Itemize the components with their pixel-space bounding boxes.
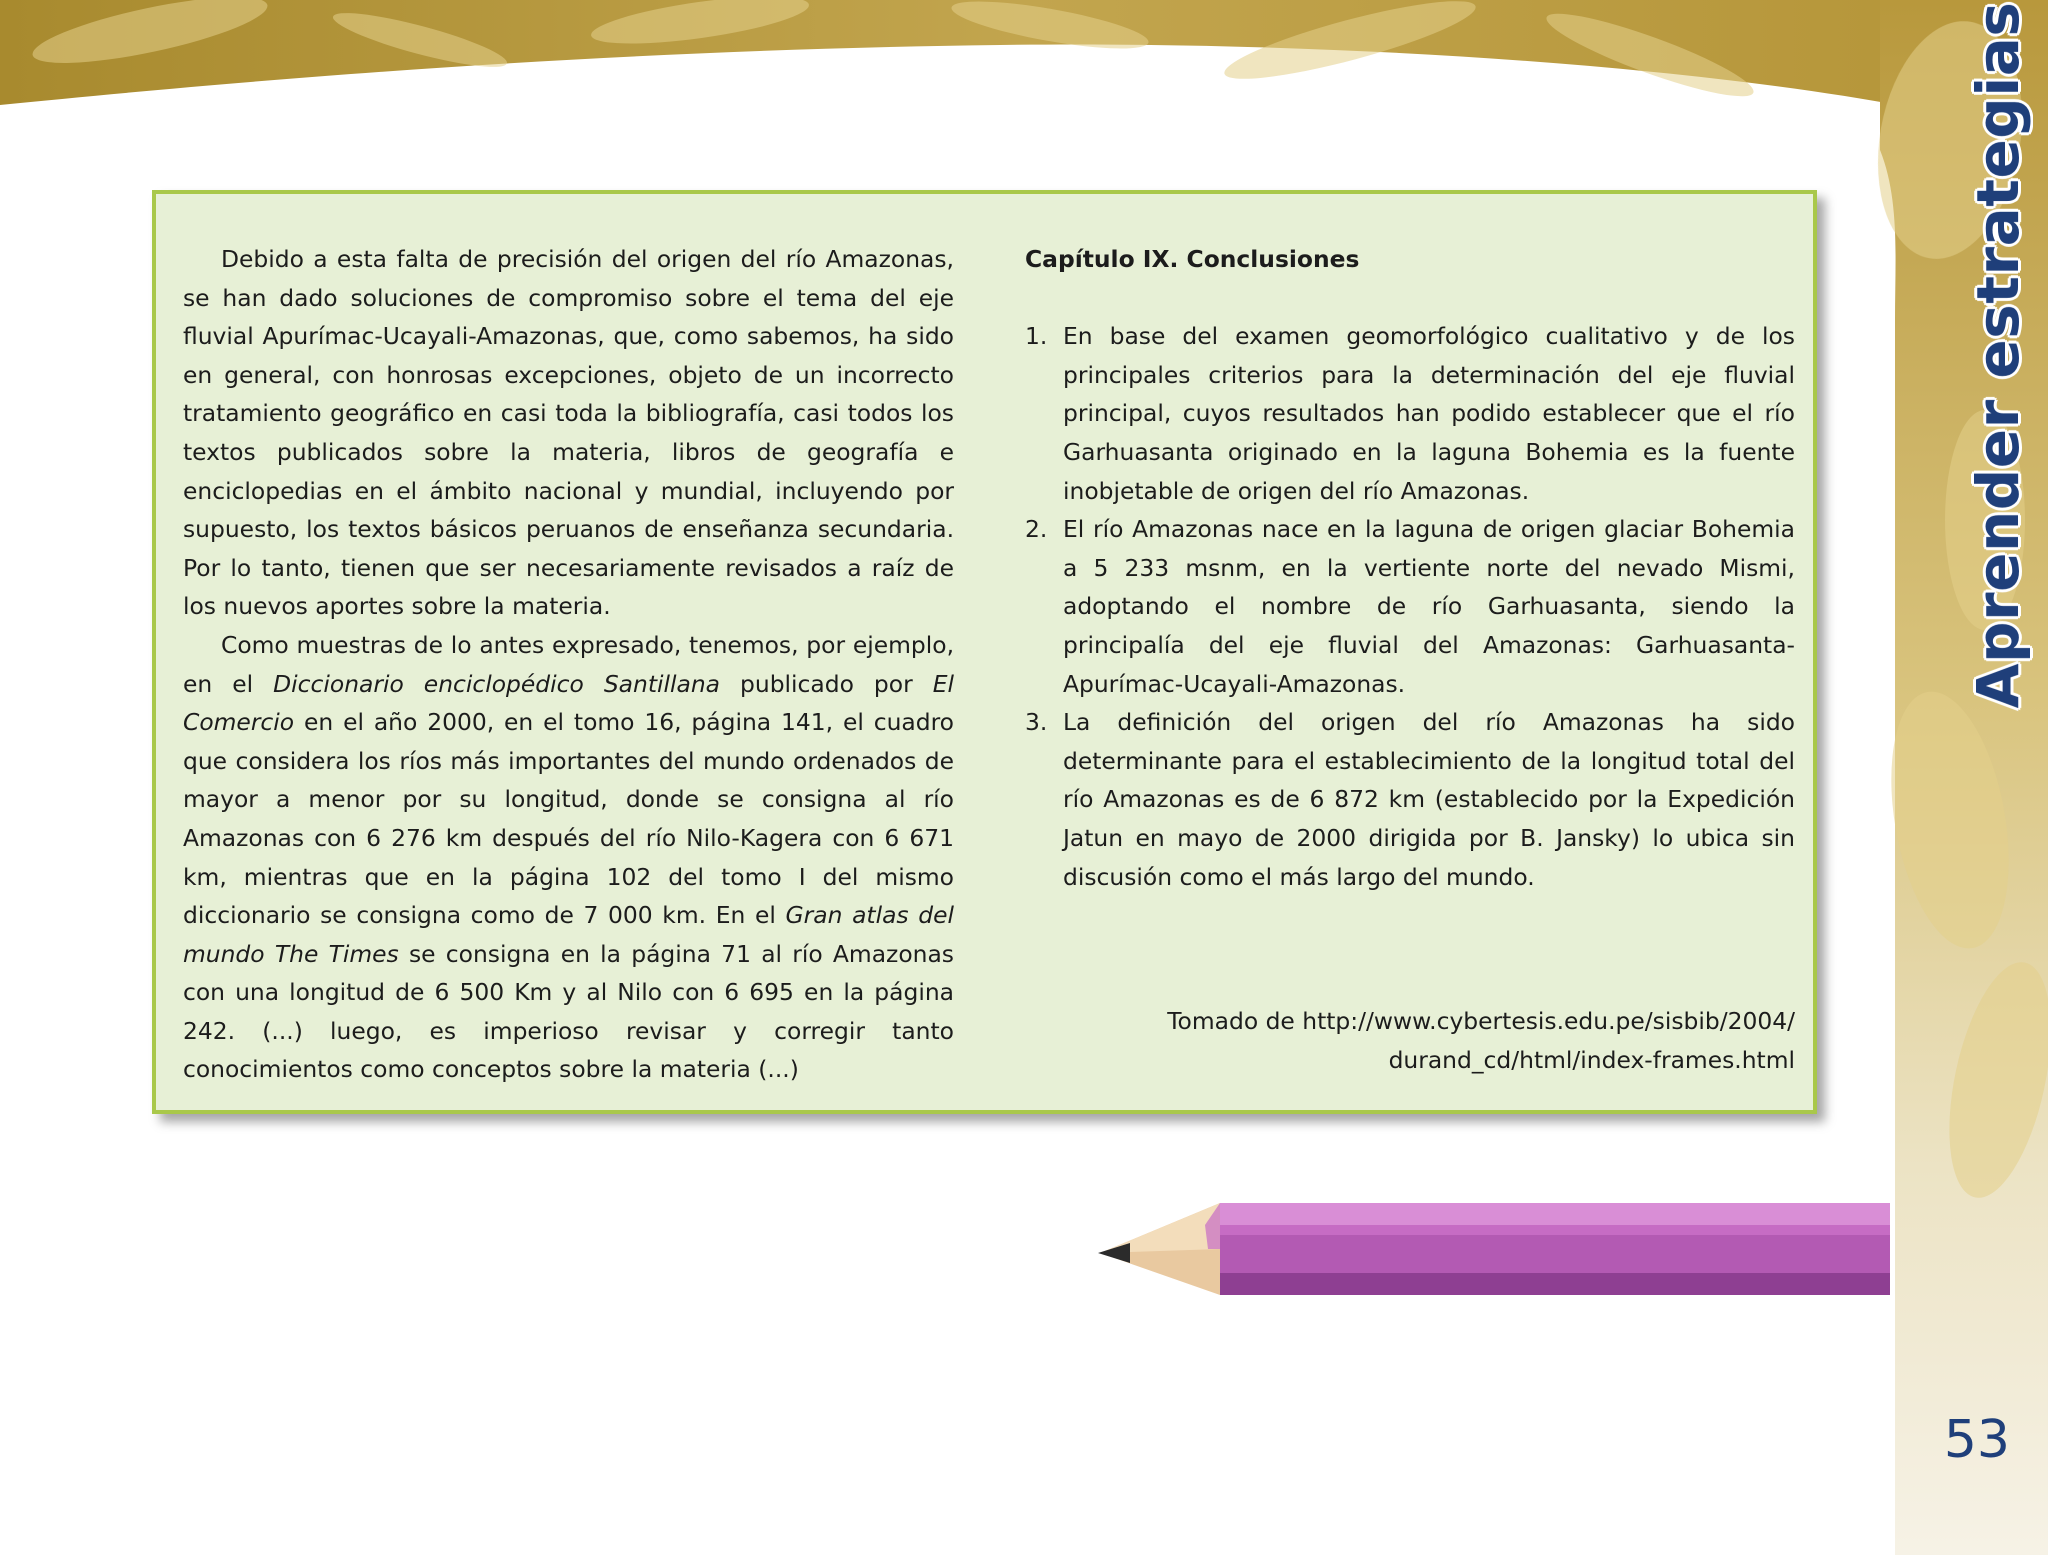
left-column — [183, 240, 954, 1089]
list-item — [1025, 317, 1795, 510]
right-column — [1025, 240, 1795, 1074]
italic-title-text: El Comercio — [183, 669, 954, 737]
paragraph-text: publicado por — [720, 669, 933, 698]
list-item — [1025, 510, 1795, 703]
list-item-number: 2. — [1025, 515, 1048, 544]
paragraph-text: se consigna en la página 71 al río Amazonas con una longitud de 6 500 Km y al Nilo con 6 695 en la página 242. (...) luego, es imperioso revisar y corregir tanto conocimientos como conceptos sobre la materia (...) — [183, 939, 954, 1084]
paragraph-text: en el año 2000, en el tomo 16, página 141, el cuadro que considera los ríos más importantes del mundo ordenados de mayor a menor por su longitud, donde se consigna al río Amazonas con 6 276 km después del río Nilo-Kagera con 6 671 km, mientras que en la página 102 del tomo I del mismo diccionario se consigna como de 7 000 km. En el — [183, 708, 954, 930]
list-item-text: La definición del origen del río Amazonas ha sido determinante para el establecimiento de la longitud total del río Amazonas es de 6 872 km (establecido por la Expedición Jatun en mayo de 2000 dirigida por B. Jansky) lo ubica sin discusión como el más largo del mundo. — [1063, 708, 1795, 891]
pencil-illustration-icon — [1090, 1195, 1890, 1305]
source-line-1: Tomado de http://www.cybertesis.edu.pe/sisbib/2004/ — [1167, 1007, 1795, 1035]
paragraph-text: Como muestras de lo antes expresado, tenemos, por ejemplo, en el — [183, 630, 954, 698]
italic-title-text: Diccionario enciclopédico Santillana — [273, 669, 720, 698]
source-line-2: durand_cd/html/index-frames.html — [1388, 1045, 1795, 1074]
paragraph-text: Debido a esta falta de precisión del origen del río Amazonas, se han dado soluciones de compromiso sobre el tema del eje fluvial Apurímac-Ucayali-Amazonas, que, como sabemos, ha sido en general, con honrosas excepciones, objeto de un incorrecto tratamiento geográfico en casi toda la bibliografía, casi todos los textos publicados sobre la materia, libros de geografía e enciclopedias en el ámbito nacional y mundial, incluyendo por supuesto, los textos básicos peruanos de enseñanza secundaria. Por lo tanto, tienen que ser necesariamente revisados a raíz de los nuevos aportes sobre la materia. — [183, 245, 954, 621]
list-item-number: 1. — [1025, 322, 1048, 351]
page-number: 53 — [1943, 1410, 2010, 1470]
reading-box — [152, 190, 1817, 1114]
list-item-text: En base del examen geomorfológico cualitativo y de los principales criterios para la determinación del eje fluvial principal, cuyos resultados han podido establecer que el río Garhuasanta originado en la laguna Bohemia es la fuente inobjetable de origen del río Amazonas. — [1063, 322, 1795, 505]
list-item — [1025, 703, 1795, 896]
section-side-label: Aprender estrategias — [1964, 1, 2032, 709]
chapter-title: Capítulo IX. Conclusiones — [1025, 245, 1360, 273]
list-item-number: 3. — [1025, 708, 1048, 737]
source-citation — [1025, 1002, 1795, 1079]
italic-title-text: Gran atlas del mundo The Times — [183, 901, 954, 968]
paragraph-1 — [183, 240, 954, 626]
conclusions-list — [1025, 317, 1795, 896]
paragraph-2 — [183, 626, 954, 1089]
list-item-text: El río Amazonas nace en la laguna de origen glaciar Bohemia a 5 233 msnm, en la vertiente norte del nevado Mismi, adoptando el nombre de río Garhuasanta, siendo la principalía del eje fluvial del Amazonas: Garhuasanta-Apurímac-Ucayali-Amazonas. — [1063, 515, 1795, 698]
